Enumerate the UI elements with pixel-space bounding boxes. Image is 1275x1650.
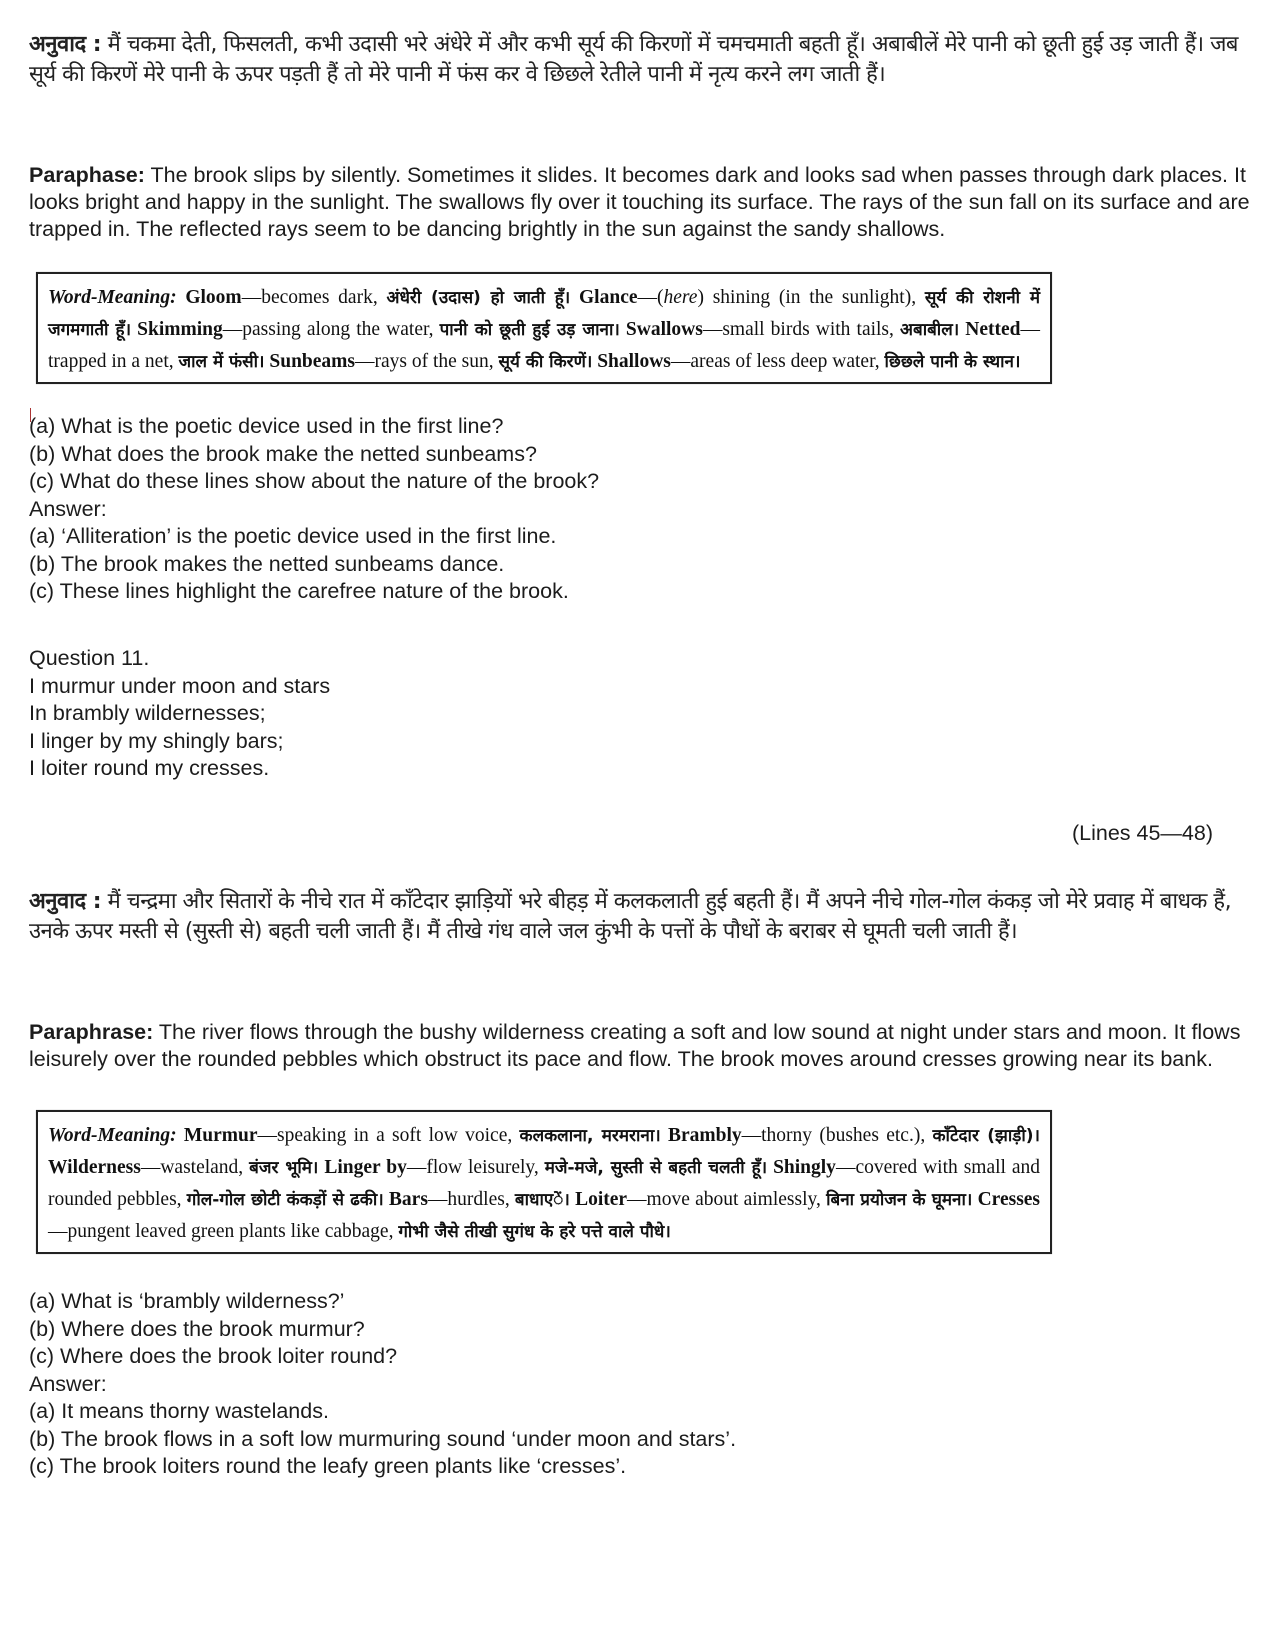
word-meaning-title: Word-Meaning: <box>48 1125 177 1146</box>
hindi-meaning: अंधेरी (उदास) हो जाती हूँ। <box>386 288 571 308</box>
term: Cresses <box>977 1189 1041 1210</box>
meaning: —passing along the water, <box>222 319 440 340</box>
meaning: —hurdles, <box>427 1189 515 1210</box>
term: Shingly <box>773 1157 836 1178</box>
hindi-meaning: जाल में फंसी। <box>178 352 265 372</box>
meaning: —wasteland, <box>140 1157 250 1178</box>
meaning: —covered with small and rounded pebbles, <box>48 1157 1041 1210</box>
term: Sunbeams <box>269 351 355 372</box>
hindi-meaning: गोल-गोल छोटी कंकड़ों से ढकी। <box>186 1190 384 1210</box>
term: Linger by <box>324 1157 407 1178</box>
translation-paragraph-2 <box>29 887 1254 947</box>
question-item: (a) What is ‘brambly wilderness?’ <box>29 1289 345 1313</box>
term: Gloom <box>185 287 242 308</box>
meaning-italic: here <box>663 287 698 308</box>
term: Loiter <box>575 1189 628 1210</box>
poem-line: I murmur under moon and stars <box>29 673 331 698</box>
answer-label: Answer: <box>29 1371 107 1396</box>
hindi-meaning: छिछले पानी के स्थान। <box>884 352 1021 372</box>
word-meaning-box-1 <box>36 272 1052 384</box>
question-item: (b) Where does the brook murmur? <box>29 1316 365 1341</box>
answer-item: (c) These lines highlight the carefree nature of the brook. <box>29 579 569 603</box>
answer-item: (a) ‘Alliteration’ is the poetic device used in the first line. <box>29 524 557 548</box>
poem-line: I linger by my shingly bars; <box>29 728 284 753</box>
hindi-meaning: अबाबील। <box>900 320 960 340</box>
questions-block-1 <box>29 413 1254 606</box>
term: Skimming <box>137 319 223 340</box>
paraphrase-paragraph-2 <box>29 1019 1254 1073</box>
paraphrase-text: The river flows through the bushy wilderness creating a soft and low sound at night under stars and moon. It flows leisurely over the rounded pebbles which obstruct its pace and flow. The brook moves around cresses growing near its bank. <box>29 1020 1241 1071</box>
hindi-meaning: कलकलाना, मरमराना। <box>519 1126 661 1146</box>
poem-line: In brambly wildernesses; <box>29 701 266 725</box>
answer-item: (c) The brook loiters round the leafy green plants like ‘cresses’. <box>29 1454 627 1478</box>
question-item: (b) What does the brook make the netted sunbeams? <box>29 441 537 466</box>
questions-block-2 <box>29 1288 1254 1481</box>
hindi-meaning: सूर्य की किरणें। <box>498 352 593 372</box>
term: Shallows <box>597 351 671 372</box>
hindi-meaning: मजे-मजे, सुस्ती से बहती चलती हूँ। <box>544 1158 768 1178</box>
answer-item: (a) It means thorny wastelands. <box>29 1399 329 1423</box>
hindi-meaning: गोभी जैसे तीखी सुगंध के हरे पत्ते वाले पौधे। <box>398 1222 671 1242</box>
term: Netted <box>965 319 1021 340</box>
paraphrase-label: Paraphase: <box>29 163 145 187</box>
question-item: (c) What do these lines show about the nature of the brook? <box>29 469 600 493</box>
meaning: —trapped in a net, <box>48 319 1041 372</box>
term: Brambly <box>667 1125 742 1146</box>
lines-reference: (Lines 45—48) <box>1071 821 1213 845</box>
hindi-meaning: बिना प्रयोजन के घूमना। <box>826 1190 973 1210</box>
term: Bars <box>388 1189 428 1210</box>
meaning: —becomes dark, <box>241 287 387 308</box>
term: Swallows <box>625 319 703 340</box>
meaning: —rays of the sun, <box>355 351 499 372</box>
hindi-meaning: काँटेदार (झाड़ी)। <box>932 1126 1040 1146</box>
term: Murmur <box>183 1125 258 1146</box>
translation-label: अनुवाद : <box>29 32 102 57</box>
hindi-meaning: बंजर भूमि। <box>249 1158 319 1178</box>
paraphrase-label: Paraphrase: <box>29 1020 154 1044</box>
meaning: —thorny (bushes etc.), <box>741 1125 933 1146</box>
translation-paragraph-1 <box>29 30 1254 90</box>
question-item: (a) What is the poetic device used in the first line? <box>29 414 504 438</box>
answer-label: Answer: <box>29 496 107 521</box>
meaning: —pungent leaved green plants like cabbage, <box>48 1221 399 1242</box>
meaning: —flow leisurely, <box>406 1157 545 1178</box>
meaning: —areas of less deep water, <box>670 351 885 372</box>
hindi-meaning: सूर्य की रोशनी में जगमगाती हूँ। <box>48 288 1040 340</box>
meaning: —( <box>637 287 664 308</box>
word-meaning-box-2 <box>36 1110 1052 1254</box>
meaning: —small birds with tails, <box>702 319 900 340</box>
word-meaning-title: Word-Meaning: <box>48 287 177 308</box>
answer-item: (b) The brook makes the netted sunbeams dance. <box>29 551 505 576</box>
meaning: —move about aimlessly, <box>627 1189 827 1210</box>
translation-text: मैं चन्द्रमा और सितारों के नीचे रात में काँटेदार झाड़ियों भरे बीहड़ में कलकलाती हुई बहती हैं। मैं अपने नीचे गोल-गोल कंकड़ जो मेरे प्रवाह में बाधक हैं, उनके ऊपर मस्ती से (सुस्ती से) बहती चली जाती हैं। मैं तीखे गंध वाले जल कुंभी के पत्तों के पौधों के बराबर से घूमती चली जाती हैं। <box>29 889 1232 944</box>
question-title: Question 11. <box>29 646 150 670</box>
paraphrase-text: The brook slips by silently. Sometimes it slides. It becomes dark and looks sad when passes through dark places. It looks bright and happy in the sunlight. The swallows fly over it touching its surface. The rays of the sun fall on its surface and are trapped in. The reflected rays seem to be dancing brightly in the sun against the sandy shallows. <box>29 163 1250 241</box>
term: Glance <box>579 287 638 308</box>
translation-text: मैं चकमा देती, फिसलती, कभी उदासी भरे अंधेरे में और कभी सूर्य की किरणों में चमचमाती बहती हूँ। अबाबीलें मेरे पानी को छूती हुई उड़ जाती हैं। जब सूर्य की किरणें मेरे पानी के ऊपर पड़ती हैं तो मेरे पानी में फंस कर वे छिछले रेतीले पानी में नृत्य करने लग जाती हैं। <box>29 32 1238 87</box>
hindi-meaning: बाधाएें। <box>514 1190 570 1210</box>
poem-line: I loiter round my cresses. <box>29 756 270 780</box>
meaning: —speaking in a soft low voice, <box>257 1125 520 1146</box>
term: Wilderness <box>48 1157 141 1178</box>
answer-item: (b) The brook flows in a soft low murmuring sound ‘under moon and stars’. <box>29 1426 737 1451</box>
hindi-meaning: पानी को छूती हुई उड़ जाना। <box>439 320 620 340</box>
paraphrase-paragraph-1 <box>29 162 1254 243</box>
meaning: ) shining (in the sunlight), <box>697 287 925 308</box>
poem-block <box>29 645 1254 783</box>
question-item: (c) Where does the brook loiter round? <box>29 1344 398 1368</box>
translation-label: अनुवाद : <box>29 889 102 914</box>
